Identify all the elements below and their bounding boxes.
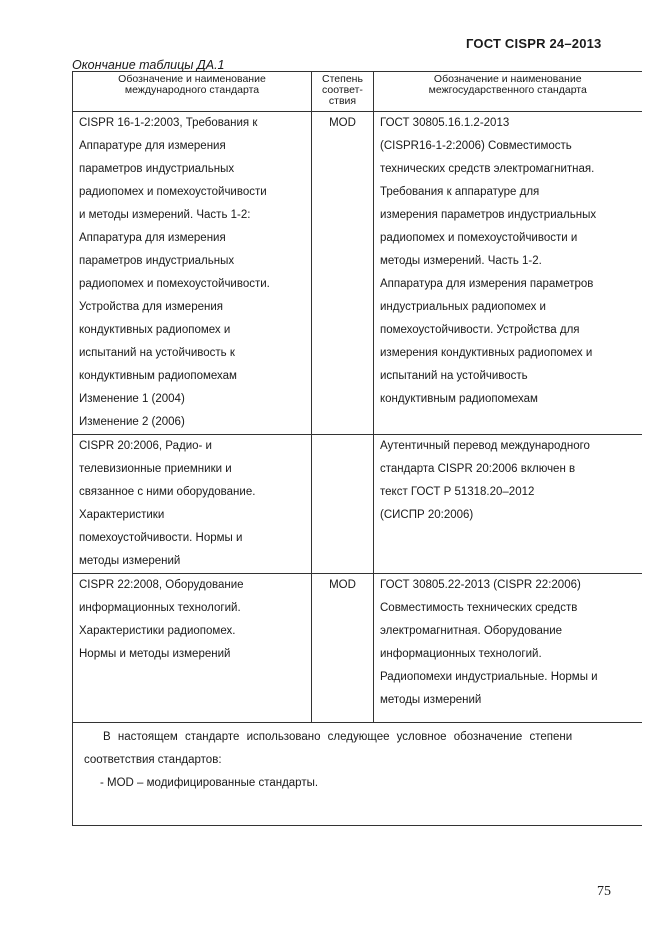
header-degree-of-correspondence: Степень соответ- ствия (312, 72, 374, 112)
table-row (73, 112, 642, 435)
header-interstate-standard: Обозначение и наименование межгосударственного стандарта (374, 72, 642, 112)
international-standard-cell: CISPR 22:2008, Оборудование информационных технологий. Характеристики радиопомех. Нормы и методы измерений (73, 574, 312, 723)
interstate-standard-cell: ГОСТ 30805.22-2013 (CISPR 22:2006) Совместимость технических средств электромагнитная. Оборудование информационных технологий. Радиопомехи индустриальные. Нормы и методы измерений (374, 574, 642, 723)
standards-correspondence-table (72, 71, 642, 826)
header-international-standard: Обозначение и наименование международного стандарта (73, 72, 312, 112)
page-number: 75 (597, 884, 611, 899)
degree-cell: MOD (312, 112, 374, 435)
degree-cell: MOD (312, 574, 374, 723)
footnote-text: - MOD – модифицированные стандарты. (100, 777, 319, 789)
international-standard-cell: CISPR 16-1-2:2003, Требования к Аппаратуре для измерения параметров индустриальных радиопомех и помехоустойчивости и методы измерений. Часть 1-2: Аппаратура для измерения параметров индустриальных радиопомех и помехоустойчивости. Устройства для измерения кондуктивных радиопомех и испытаний на устойчивость к кондуктивным радиопомехам Изменение 1 (2004) Изменение 2 (2006) (73, 112, 312, 435)
interstate-standard-cell: Аутентичный перевод международного стандарта CISPR 20:2006 включен в текст ГОСТ Р 51318.20–2012 (СИСПР 20:2006) (374, 435, 642, 574)
table-row (73, 574, 642, 723)
interstate-standard-cell: ГОСТ 30805.16.1.2-2013 (CISPR16-1-2:2006) Совместимость технических средств электромагнитная. Требования к аппаратуре для измерения параметров индустриальных радиопомех и помехоустойчивости и методы измерений. Часть 1-2. Аппаратура для измерения параметров индустриальных радиопомех и помехоустойчивости. Устройства для измерения кондуктивных радиопомех и испытаний на устойчивость кондуктивным радиопомехам (374, 112, 642, 435)
footnote-text: соответствия стандартов: (84, 754, 222, 766)
table-caption: Окончание таблицы ДА.1 (72, 58, 225, 72)
document-designation: ГОСТ CISPR 24–2013 (466, 36, 602, 51)
table-footnote (73, 723, 642, 826)
table-header-row (73, 72, 642, 112)
table-footnote-row (73, 723, 642, 826)
table-row (73, 435, 642, 574)
footnote-text: В настоящем стандарте использовано следующее условное обозначение степени (103, 731, 573, 743)
international-standard-cell: CISPR 20:2006, Радио- и телевизионные приемники и связанное с ними оборудование. Характеристики помехоустойчивости. Нормы и методы измерений (73, 435, 312, 574)
degree-cell (312, 435, 374, 574)
